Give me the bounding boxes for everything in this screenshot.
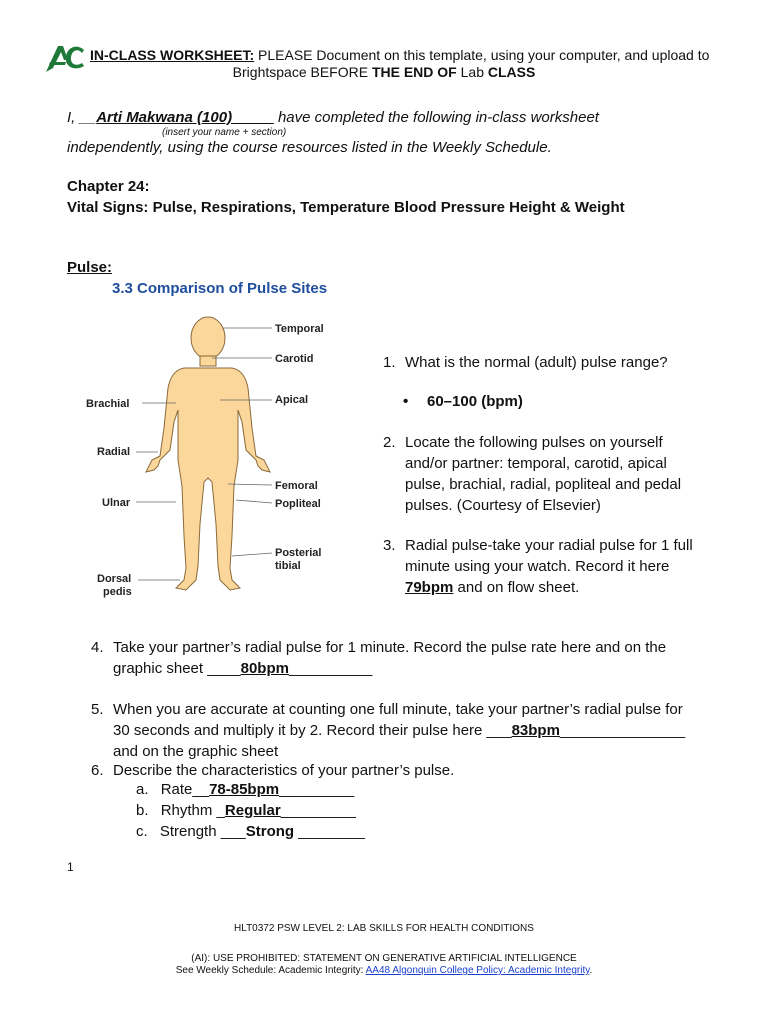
declaration-line bbox=[67, 109, 599, 126]
question-number: 3. bbox=[383, 537, 396, 554]
question-text: graphic sheet ____ bbox=[113, 660, 241, 677]
question-text-line: Radial pulse-take your radial pulse for 1 full bbox=[405, 537, 693, 554]
item-label: Rate__ bbox=[160, 781, 210, 798]
question-text: Describe the characteristics of your partner’s pulse. bbox=[113, 762, 455, 779]
pulse-sites-figure bbox=[80, 310, 340, 610]
own-pulse-answer[interactable]: 79bpm bbox=[405, 579, 454, 596]
label-dorsal: Dorsal bbox=[97, 573, 132, 585]
answer-blank: ________ bbox=[294, 823, 365, 840]
question-answer-line bbox=[405, 577, 579, 598]
label-temporal: Temporal bbox=[275, 323, 324, 335]
answer-text: 60–100 (bpm) bbox=[427, 393, 523, 410]
item-letter: a. bbox=[136, 781, 149, 798]
label-carotid: Carotid bbox=[275, 353, 314, 365]
question-text-line: Locate the following pulses on yourself bbox=[405, 434, 663, 451]
item-letter: b. bbox=[136, 802, 149, 819]
rate-answer[interactable]: 78-85bpm bbox=[209, 781, 280, 798]
label-popliteal: Popliteal bbox=[275, 498, 321, 510]
partner-pulse-answer[interactable]: 80bpm bbox=[240, 660, 289, 677]
question-2 bbox=[383, 432, 713, 516]
label-femoral: Femoral bbox=[275, 480, 318, 492]
question-text-line: Take your partner’s radial pulse for 1 minute. Record the pulse rate here and on the bbox=[113, 639, 667, 656]
section-subheading: 3.3 Comparison of Pulse Sites bbox=[112, 280, 328, 297]
question-5 bbox=[91, 699, 731, 762]
question-answer-line bbox=[113, 658, 372, 679]
characteristic-rhythm bbox=[136, 802, 356, 819]
question-number: 6. bbox=[91, 762, 104, 779]
label-apical: Apical bbox=[275, 394, 309, 406]
question-4 bbox=[91, 637, 731, 679]
worksheet-header-line2 bbox=[0, 64, 768, 80]
label-pedis: pedis bbox=[103, 586, 132, 598]
question-number: 2. bbox=[383, 434, 396, 451]
question-text-line: pulse, brachial, radial, popliteal and pedal bbox=[405, 476, 682, 493]
student-name-field[interactable]: Arti Makwana (100)_____ bbox=[96, 109, 274, 126]
footer-integrity-text: See Weekly Schedule: Academic Integrity: bbox=[175, 965, 366, 976]
footer-integrity-suffix: . bbox=[589, 965, 593, 976]
item-label: Rhythm _ bbox=[160, 802, 225, 819]
label-ulnar: Ulnar bbox=[102, 497, 131, 509]
question-text-line: When you are accurate at counting one full minute, take your partner’s radial pulse for bbox=[113, 701, 683, 718]
question-answer-line bbox=[113, 720, 685, 741]
question-text: 30 seconds and multiply it by 2. Record their pulse here ___ bbox=[113, 722, 512, 739]
footer-integrity bbox=[0, 965, 768, 976]
question-1 bbox=[383, 352, 713, 373]
worksheet-instruction: PLEASE Document on this template, using your computer, and upload to bbox=[254, 47, 710, 63]
declaration-prefix: I, __ bbox=[67, 109, 97, 126]
answer-blank: __________ bbox=[288, 660, 373, 677]
footer-course: HLT0372 PSW LEVEL 2: LAB SKILLS FOR HEALTH CONDITIONS bbox=[234, 923, 534, 934]
page-number: 1 bbox=[67, 860, 74, 874]
worksheet-header bbox=[90, 47, 709, 63]
answer-blank: _________ bbox=[279, 781, 355, 798]
item-label: Strength ___ bbox=[159, 823, 246, 840]
answer-blank: _______________ bbox=[559, 722, 686, 739]
label-radial: Radial bbox=[97, 446, 131, 458]
characteristic-rate bbox=[136, 781, 354, 798]
chapter-number: Chapter 24: bbox=[67, 178, 150, 195]
question-number: 5. bbox=[91, 701, 104, 718]
label-brachial: Brachial bbox=[86, 398, 130, 410]
section-heading: Pulse: bbox=[67, 259, 113, 276]
header-line2-bold2: CLASS bbox=[487, 64, 536, 80]
question-text-line: and/or partner: temporal, carotid, apical bbox=[405, 455, 667, 472]
answer-blank: _________ bbox=[280, 802, 356, 819]
question-text: and on flow sheet. bbox=[453, 579, 580, 596]
question-number: 1. bbox=[383, 354, 396, 371]
label-tibial: tibial bbox=[275, 560, 301, 572]
footer-ai-statement: (AI): USE PROHIBITED: STATEMENT ON GENERATIVE ARTIFICIAL INTELLIGENCE bbox=[191, 953, 577, 964]
question-text-line: pulses. (Courtesy of Elsevier) bbox=[405, 497, 601, 514]
declaration-line2: independently, using the course resources listed in the Weekly Schedule. bbox=[67, 139, 552, 156]
partner-30s-pulse-answer[interactable]: 83bpm bbox=[511, 722, 560, 739]
rhythm-answer[interactable]: Regular bbox=[224, 802, 281, 819]
answer-1[interactable] bbox=[405, 393, 523, 410]
worksheet-label: IN-CLASS WORKSHEET: bbox=[90, 47, 255, 63]
question-text: What is the normal (adult) pulse range? bbox=[405, 354, 668, 371]
strength-answer[interactable]: Strong bbox=[245, 823, 295, 840]
characteristic-strength bbox=[136, 823, 365, 840]
question-text-line: minute using your watch. Record it here bbox=[405, 558, 670, 575]
label-posterial: Posterial bbox=[275, 547, 322, 559]
header-line2-mid: Lab bbox=[456, 64, 488, 80]
question-text-line: and on the graphic sheet bbox=[113, 743, 279, 760]
academic-integrity-link[interactable]: AA48 Algonquin College Policy: Academic Integrity bbox=[365, 965, 590, 976]
chapter-title: Vital Signs: Pulse, Respirations, Temperature Blood Pressure Height & Weight bbox=[67, 199, 625, 216]
item-letter: c. bbox=[136, 823, 148, 840]
declaration-suffix: have completed the following in-class worksheet bbox=[273, 109, 599, 126]
name-hint: (insert your name + section) bbox=[162, 127, 287, 138]
question-6 bbox=[91, 760, 731, 781]
header-line2-text: Brightspace BEFORE bbox=[232, 64, 372, 80]
question-3 bbox=[383, 535, 713, 598]
header-line2-bold1: THE END OF bbox=[371, 64, 457, 80]
question-number: 4. bbox=[91, 639, 104, 656]
